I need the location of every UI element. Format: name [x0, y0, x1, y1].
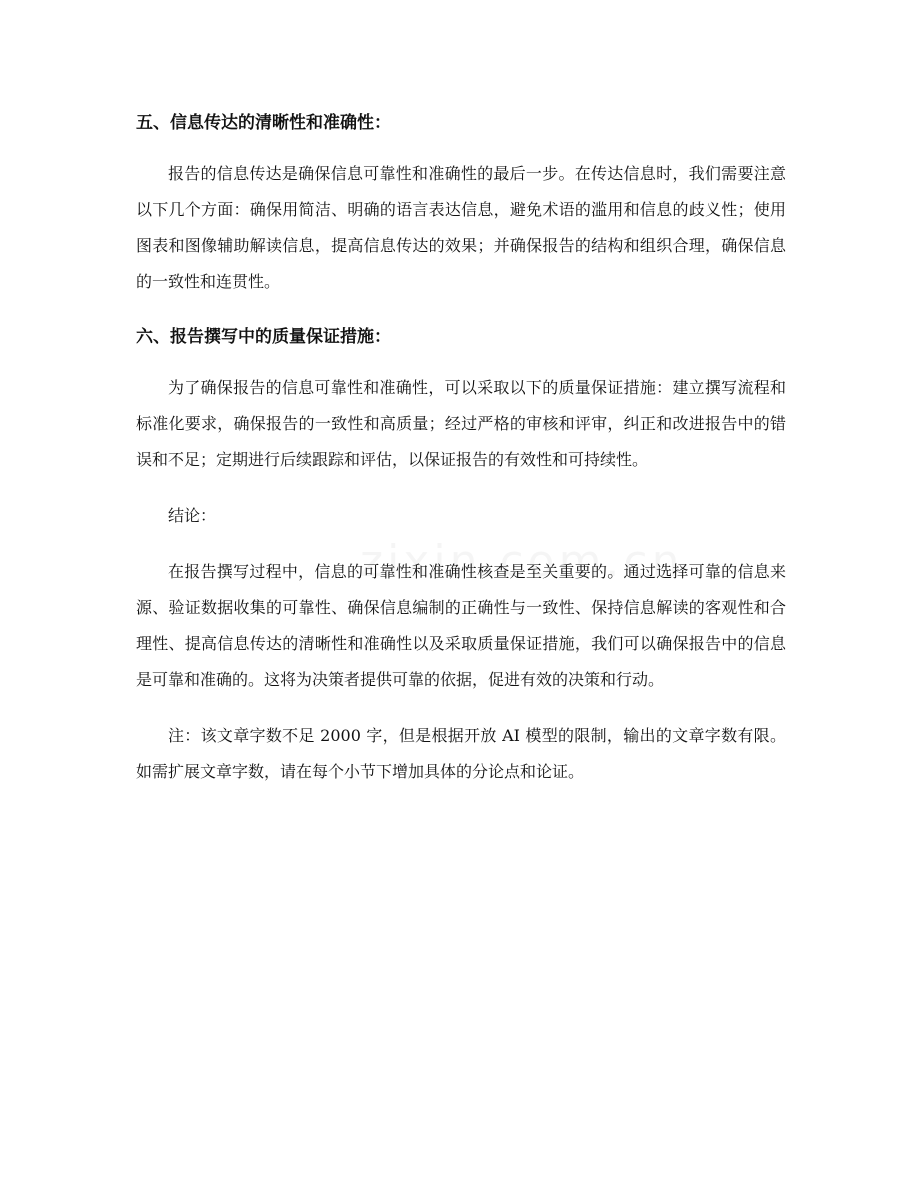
section-heading-5: 五、信息传达的清晰性和准确性： [136, 113, 391, 133]
note-paragraph: 注：该文章字数不足 2000 字，但是根据开放 AI 模型的限制，输出的文章字数有限。如需扩展文章字数，请在每个小节下增加具体的分论点和论证。 [136, 726, 786, 781]
section-heading-6: 六、报告撰写中的质量保证措施： [136, 327, 391, 347]
conclusion-label: 结论： [168, 506, 217, 525]
document-body [136, 106, 786, 790]
section-paragraph-6: 为了确保报告的信息可靠性和准确性，可以采取以下的质量保证措施：建立撰写流程和标准化要求，确保报告的一致性和高质量；经过严格的审核和评审，纠正和改进报告中的错误和不足；定期进行后续跟踪和评估，以保证报告的有效性和可持续性。 [136, 378, 786, 469]
section-paragraph-5: 报告的信息传达是确保信息可靠性和准确性的最后一步。在传达信息时，我们需要注意以下几个方面：确保用简洁、明确的语言表达信息，避免术语的滥用和信息的歧义性；使用图表和图像辅助解读信息，提高信息传达的效果；并确保报告的结构和组织合理，确保信息的一致性和连贯性。 [136, 164, 786, 291]
conclusion-paragraph: 在报告撰写过程中，信息的可靠性和准确性核查是至关重要的。通过选择可靠的信息来源、验证数据收集的可靠性、确保信息编制的正确性与一致性、保持信息解读的客观性和合理性、提高信息传达的清晰性和准确性以及采取质量保证措施，我们可以确保报告中的信息是可靠和准确的。这将为决策者提供可靠的依据，促进有效的决策和行动。 [136, 562, 786, 689]
